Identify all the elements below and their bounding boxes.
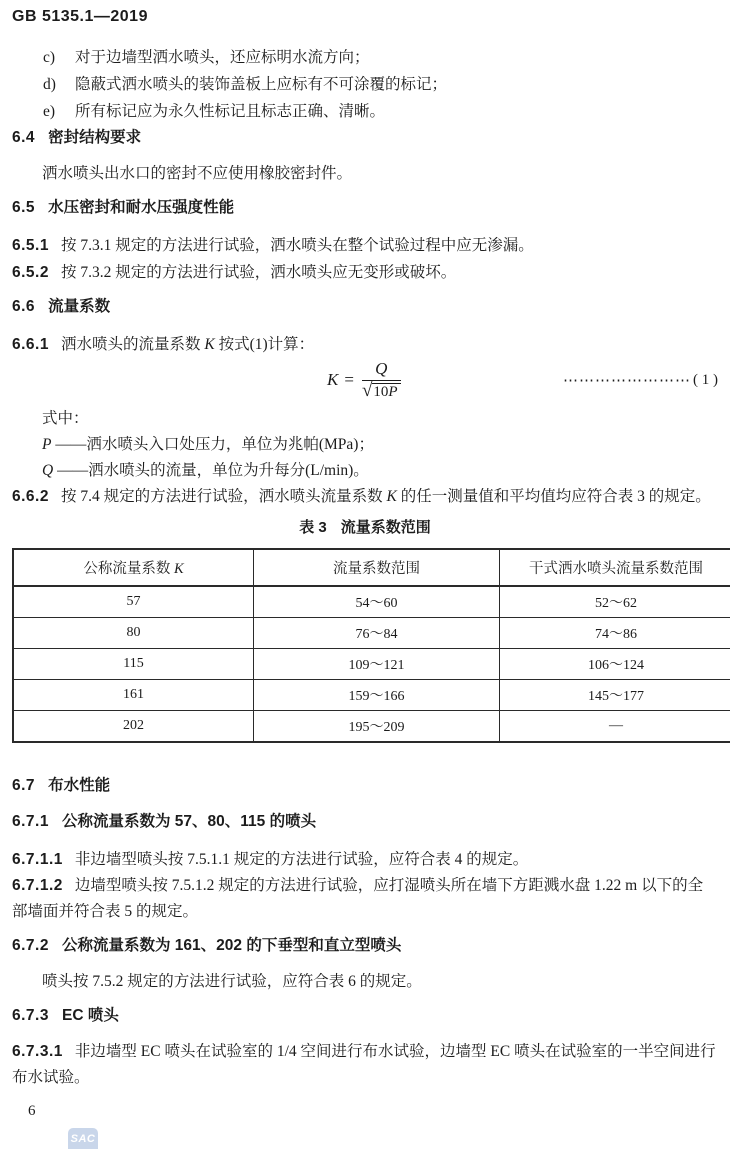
list-marker: c) bbox=[43, 49, 56, 66]
variable-p: P bbox=[388, 383, 398, 400]
heading-number: 6.7.2 bbox=[12, 937, 49, 954]
definition-text: 洒水喷头入口处压力，单位为兆帕(MPa)； bbox=[86, 436, 374, 453]
heading-title: 公称流量系数为 57、80、115 的喷头 bbox=[61, 813, 317, 830]
table-row bbox=[13, 680, 730, 711]
paragraph-6-5-2 bbox=[12, 260, 718, 286]
heading-number: 6.7.1 bbox=[12, 813, 49, 830]
sac-watermark-logo bbox=[68, 1128, 98, 1149]
table-header-dry-range: 干式洒水喷头流量系数范围 bbox=[500, 549, 730, 586]
variable-p: P bbox=[42, 436, 52, 453]
clause-number: 6.5.1 bbox=[12, 237, 49, 254]
table-cell: 145～177 bbox=[500, 680, 730, 711]
heading-number: 6.7 bbox=[12, 777, 36, 794]
table-row bbox=[13, 649, 730, 680]
radicand bbox=[372, 383, 400, 401]
list-item bbox=[12, 71, 718, 98]
clause-number: 6.7.3.1 bbox=[12, 1043, 63, 1060]
definition-dash: —— bbox=[57, 462, 89, 479]
variable-k: K bbox=[386, 488, 397, 505]
sac-logo-text: SAC bbox=[70, 1133, 96, 1145]
equation-1-row bbox=[12, 356, 718, 404]
equation-1 bbox=[327, 360, 401, 401]
table-cell: 159～166 bbox=[254, 680, 500, 711]
list-text: 隐蔽式洒水喷头的装饰盖板上应标有不可涂覆的标记； bbox=[75, 76, 448, 93]
standard-number-header: GB 5135.1—2019 bbox=[12, 8, 148, 25]
equation-number: ( 1 ) bbox=[693, 371, 718, 388]
definition-dash: —— bbox=[55, 436, 87, 453]
paragraph-6-7-1-2 bbox=[12, 873, 718, 925]
list-text: 对于边墙型洒水喷头，还应标明水流方向； bbox=[75, 49, 370, 66]
clause-text: 按 7.4 规定的方法进行试验，洒水喷头流量系数 bbox=[60, 488, 387, 505]
heading-title: 流量系数 bbox=[48, 298, 111, 315]
table-header-range: 流量系数范围 bbox=[254, 549, 500, 586]
table-row bbox=[13, 618, 730, 649]
list-marker: d) bbox=[43, 76, 56, 93]
heading-number: 6.5 bbox=[12, 199, 36, 216]
leader-dots: ⋯⋯⋯⋯⋯⋯⋯⋯ bbox=[563, 372, 691, 389]
page-number: 6 bbox=[28, 1103, 36, 1119]
heading-title: 公称流量系数为 161、202 的下垂型和直立型喷头 bbox=[61, 937, 402, 954]
section-heading-6-7-3 bbox=[12, 1005, 718, 1027]
marking-requirements-list bbox=[12, 44, 718, 125]
table-cell: 115 bbox=[13, 649, 254, 680]
fraction-denominator bbox=[362, 380, 401, 401]
clause-text: 按 7.3.1 规定的方法进行试验，洒水喷头在整个试验过程中应无渗漏。 bbox=[60, 237, 534, 254]
table-cell: 76～84 bbox=[254, 618, 500, 649]
fraction-numerator: Q bbox=[375, 358, 388, 378]
table-cell: 106～124 bbox=[500, 649, 730, 680]
clause-text: 非边墙型 EC 喷头在试验室的 1/4 空间进行布水试验，边墙型 EC 喷头在试验室的一半空间进行布水试验。 bbox=[12, 1043, 716, 1086]
table-cell: — bbox=[500, 711, 730, 743]
table-cell: 57 bbox=[13, 586, 254, 618]
section-heading-6-7 bbox=[12, 775, 718, 797]
header-text: 公称流量系数 bbox=[83, 561, 174, 577]
heading-number: 6.4 bbox=[12, 129, 36, 146]
paragraph-6-7-3-1 bbox=[12, 1039, 718, 1091]
clause-text: 边墙型喷头按 7.5.1.2 规定的方法进行试验，应打湿喷头所在墙下方距溅水盘 1.22 m 以下的全部墙面并符合表 5 的规定。 bbox=[12, 877, 704, 920]
clause-text: 的任一测量值和平均值均应符合表 3 的规定。 bbox=[396, 488, 711, 505]
table-3-flow-coefficient-ranges bbox=[12, 548, 730, 743]
heading-title: 布水性能 bbox=[48, 777, 111, 794]
where-label: 式中： bbox=[42, 410, 89, 427]
variable-k: K bbox=[204, 336, 215, 353]
paragraph-6-4-body: 洒水喷头出水口的密封不应使用橡胶密封件。 bbox=[42, 165, 353, 182]
paragraph-6-5-1 bbox=[12, 233, 718, 259]
clause-number: 6.6.1 bbox=[12, 336, 49, 353]
table-cell: 80 bbox=[13, 618, 254, 649]
variable-q: Q bbox=[42, 462, 54, 479]
section-heading-6-7-2 bbox=[12, 935, 718, 957]
clause-text: 洒水喷头的流量系数 bbox=[60, 336, 205, 353]
table-title: 流量系数范围 bbox=[340, 519, 431, 536]
clause-text: 按 7.3.2 规定的方法进行试验，洒水喷头应无变形或破坏。 bbox=[60, 264, 457, 281]
variable-k: K bbox=[173, 561, 184, 577]
where-q-definition bbox=[12, 458, 718, 484]
table-cell: 54～60 bbox=[254, 586, 500, 618]
list-item bbox=[12, 98, 718, 125]
table-label: 表 3 bbox=[299, 519, 327, 536]
section-heading-6-5 bbox=[12, 197, 718, 219]
list-text: 所有标记应为永久性标记且标志正确、清晰。 bbox=[75, 103, 386, 120]
definition-text: 洒水喷头的流量，单位为升每分(L/min)。 bbox=[88, 462, 369, 479]
clause-number: 6.7.1.2 bbox=[12, 877, 63, 894]
equation-leader bbox=[563, 371, 718, 390]
clause-text: 非边墙型喷头按 7.5.1.1 规定的方法进行试验，应符合表 4 的规定。 bbox=[74, 851, 529, 868]
fraction bbox=[362, 360, 401, 401]
list-marker: e) bbox=[43, 103, 56, 120]
table-cell: 52～62 bbox=[500, 586, 730, 618]
table-cell: 109～121 bbox=[254, 649, 500, 680]
radical-sign: √ bbox=[361, 379, 373, 401]
clause-number: 6.6.2 bbox=[12, 488, 49, 505]
list-item bbox=[12, 44, 718, 71]
equals-sign: = bbox=[344, 370, 354, 389]
table-cell: 74～86 bbox=[500, 618, 730, 649]
table-cell: 195～209 bbox=[254, 711, 500, 743]
heading-title: EC 喷头 bbox=[61, 1007, 119, 1024]
table-header-row bbox=[13, 549, 730, 586]
clause-text: 按式(1)计算： bbox=[214, 336, 315, 353]
section-heading-6-7-1 bbox=[12, 811, 718, 833]
table-3-caption bbox=[12, 518, 718, 538]
section-heading-6-6 bbox=[12, 296, 718, 318]
formula-lhs: K bbox=[327, 370, 339, 389]
paragraph-6-7-1-1 bbox=[12, 847, 718, 873]
radicand-number: 10 bbox=[373, 383, 389, 400]
table-cell: 161 bbox=[13, 680, 254, 711]
clause-number: 6.7.1.1 bbox=[12, 851, 63, 868]
table-cell: 202 bbox=[13, 711, 254, 743]
where-p-definition bbox=[12, 432, 718, 458]
table-row bbox=[13, 586, 730, 618]
heading-title: 水压密封和耐水压强度性能 bbox=[48, 199, 235, 216]
paragraph-6-6-1 bbox=[12, 332, 718, 358]
heading-number: 6.7.3 bbox=[12, 1007, 49, 1024]
heading-title: 密封结构要求 bbox=[48, 129, 142, 146]
paragraph-6-6-2 bbox=[12, 484, 718, 510]
heading-number: 6.6 bbox=[12, 298, 36, 315]
table-row bbox=[13, 711, 730, 743]
clause-number: 6.5.2 bbox=[12, 264, 49, 281]
paragraph-6-7-2-body: 喷头按 7.5.2 规定的方法进行试验，应符合表 6 的规定。 bbox=[42, 973, 422, 990]
table-header-nominal-k bbox=[13, 549, 254, 586]
section-heading-6-4 bbox=[12, 127, 718, 149]
